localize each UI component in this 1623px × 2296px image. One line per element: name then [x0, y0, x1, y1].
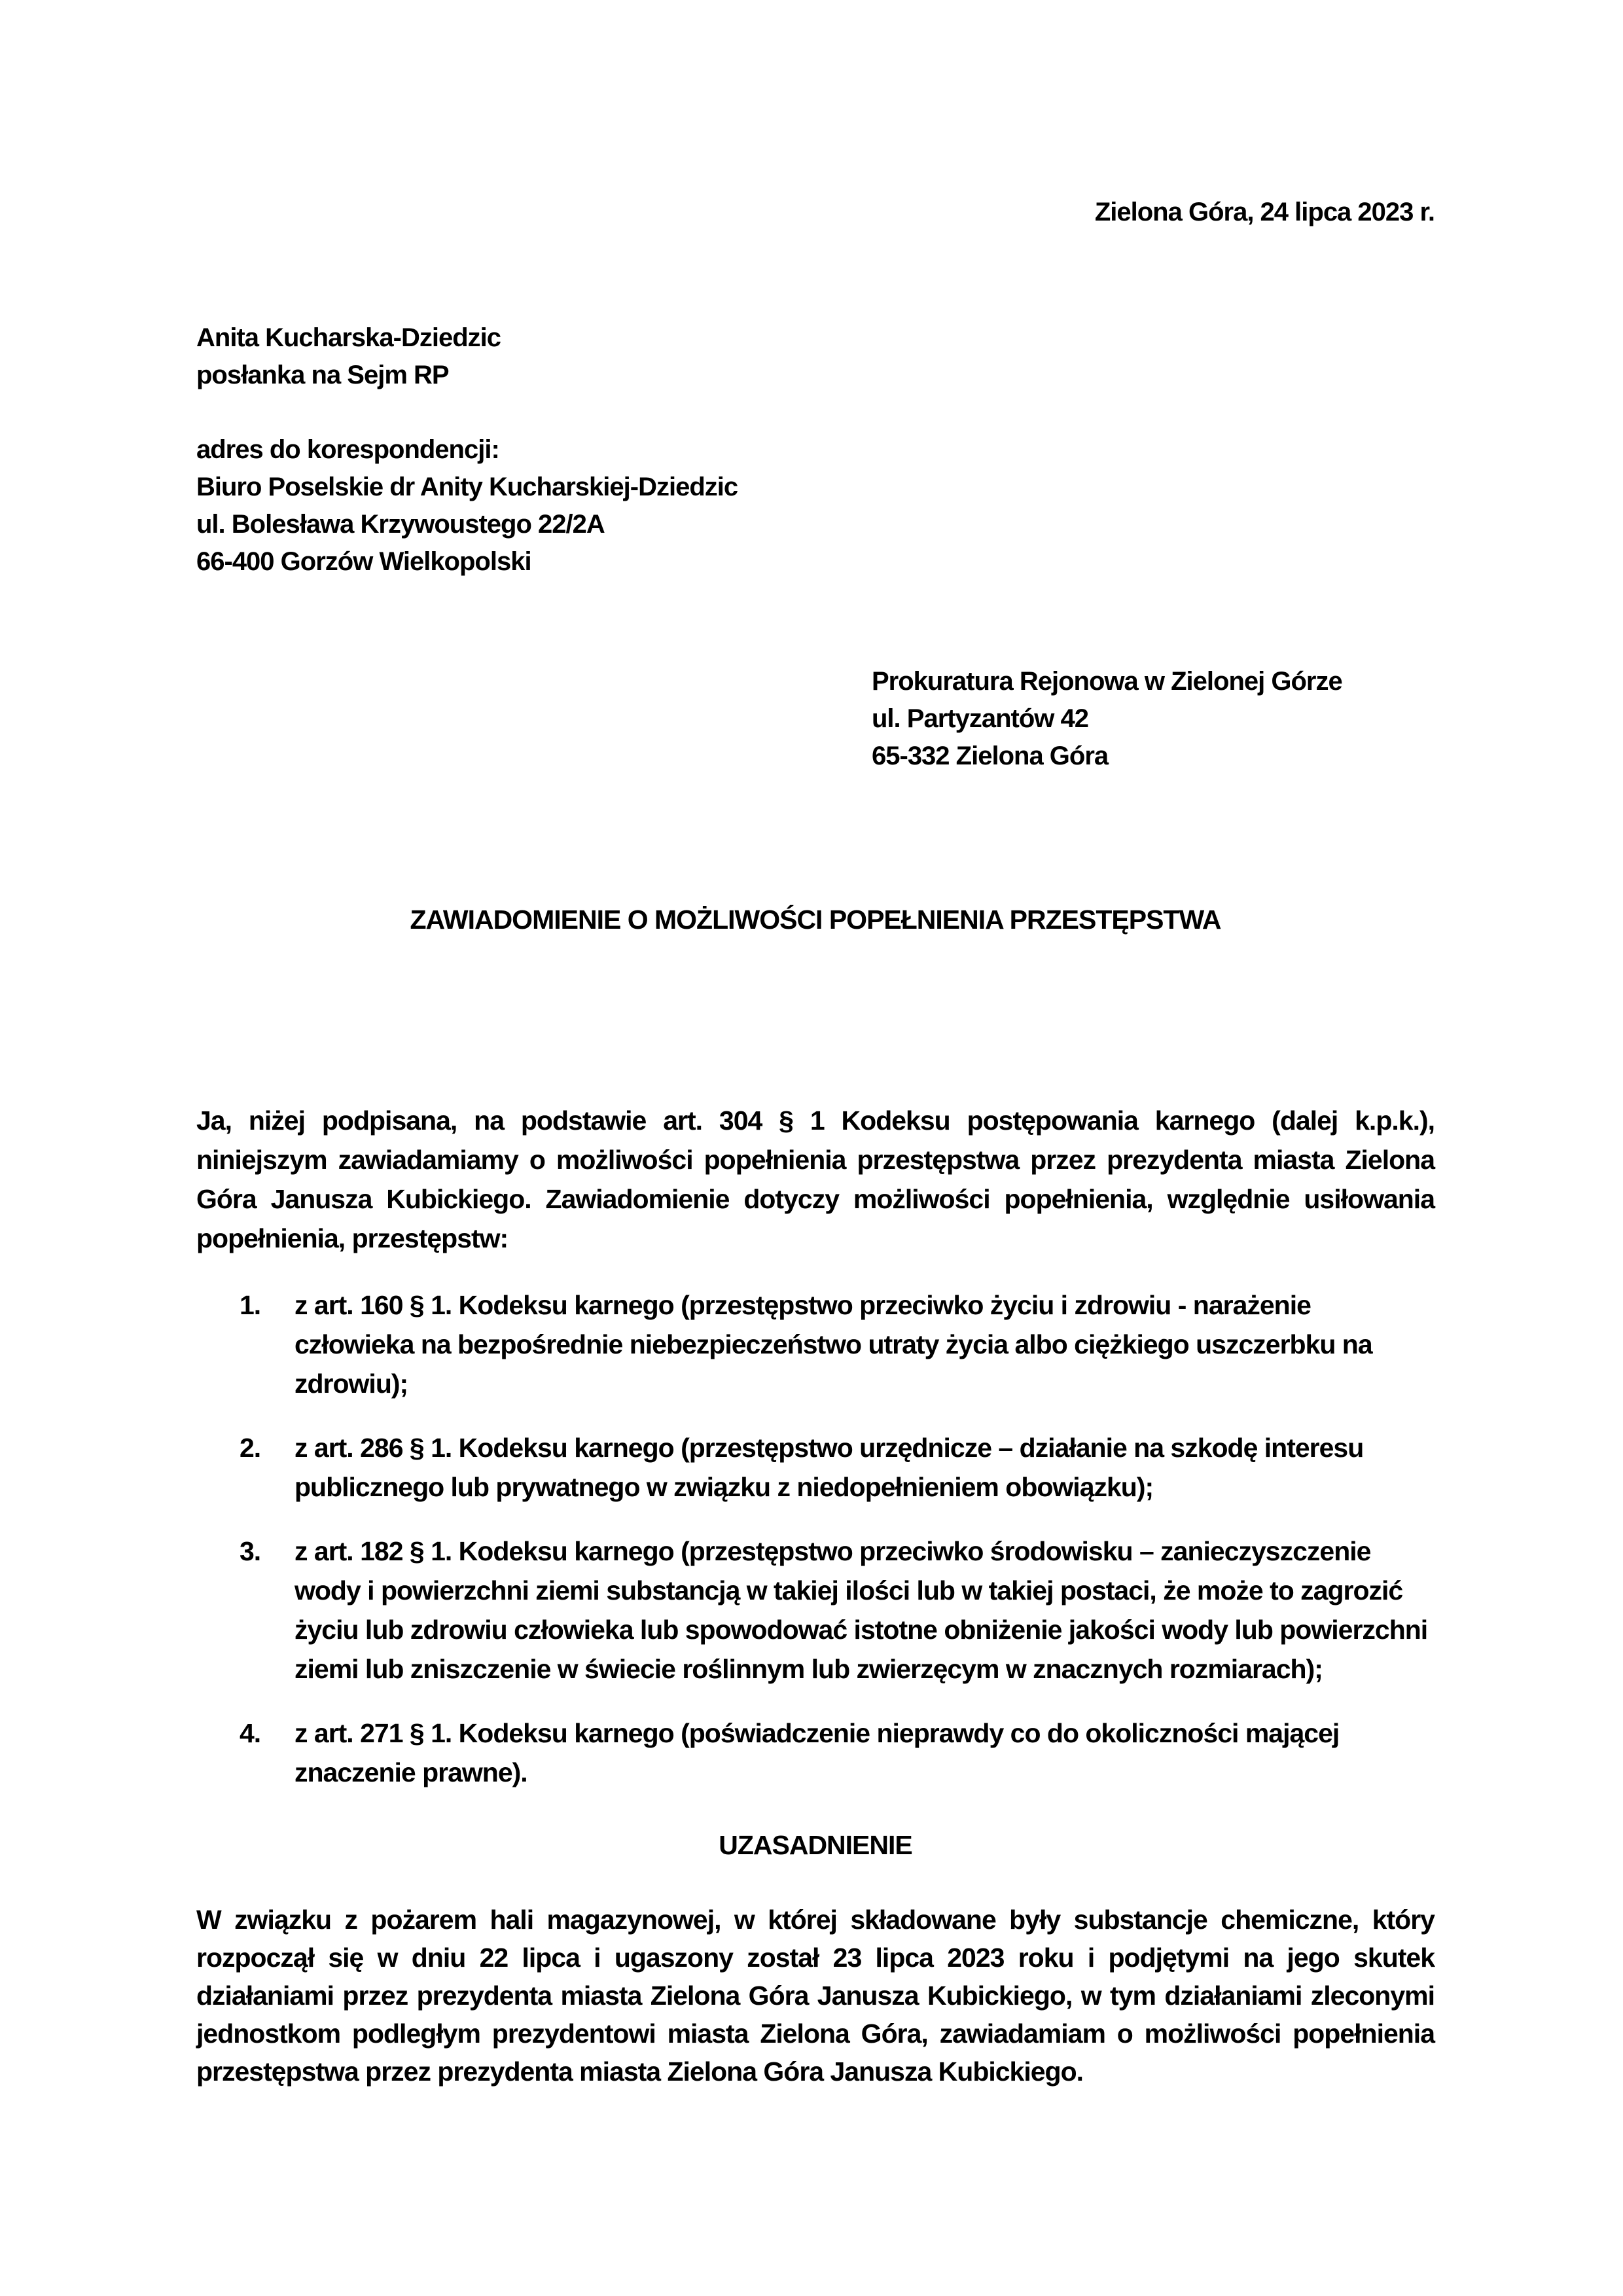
recipient-name: Prokuratura Rejonowa w Zielonej Górze: [872, 667, 1342, 696]
sender-block: [196, 319, 1435, 581]
offense-number: 3.: [240, 1536, 261, 1566]
sender-name: Anita Kucharska-Dziedzic: [196, 323, 501, 352]
offense-list: [196, 1285, 1435, 1792]
offense-item: [196, 1532, 1435, 1689]
offense-item: [196, 1713, 1435, 1792]
intro-paragraph: Ja, niżej podpisana, na podstawie art. 304 § 1 Kodeksu postępowania karnego (dalej k.p.k.), niniejszym zawiadamiamy o możliwości popełnienia przestępstwa przez prezydenta miasta Zielona Góra Janusza Kubickiego. Zawiadomienie dotyczy możliwości popełnienia, względnie usiłowania popełnienia, przestępstw:: [196, 1105, 1435, 1253]
sender-city: 66-400 Gorzów Wielkopolski: [196, 547, 531, 576]
offense-number: 4.: [240, 1718, 261, 1748]
offense-text: z art. 271 § 1. Kodeksu karnego (poświadczenie nieprawdy co do okoliczności mającej znaczenie prawne).: [294, 1718, 1340, 1787]
offense-item: [196, 1428, 1435, 1507]
sender-role: posłanka na Sejm RP: [196, 361, 449, 389]
recipient-block: [872, 663, 1435, 775]
offense-item: [196, 1285, 1435, 1403]
offense-text: z art. 160 § 1. Kodeksu karnego (przestępstwo przeciwko życiu i zdrowiu - narażenie człowieka na bezpośrednie niebezpieczeństwo utraty życia albo ciężkiego uszczerbku na zdrowiu);: [294, 1290, 1372, 1399]
offense-text: z art. 182 § 1. Kodeksu karnego (przestępstwo przeciwko środowisku – zanieczyszczenie wody i powierzchni ziemi substancją w takiej ilości lub w takiej postaci, że może to zagrozić życiu lub zdrowiu człowieka lub spowodować istotne obniżenie jakości wody lub powierzchni ziemi lub zniszczenie w świecie roślinnym lub zwierzęcym w znacznych rozmiarach);: [294, 1536, 1428, 1684]
sender-correspondence-label: adres do korespondencji:: [196, 435, 499, 464]
justification-paragraph: W związku z pożarem hali magazynowej, w której składowane były substancje chemiczne, który rozpoczął się w dniu 22 lipca i ugaszony został 23 lipca 2023 roku i podjętymi na jego skutek działaniami przez prezydenta miasta Zielona Góra Janusza Kubickiego, w tym działaniami zleconymi jednostkom podległym prezydentowi miasta Zielona Góra, zawiadamiam o możliwości popełnienia przestępstwa przez prezydenta miasta Zielona Góra Janusza Kubickiego.: [196, 1905, 1435, 2087]
sender-office: Biuro Poselskie dr Anity Kucharskiej-Dziedzic: [196, 473, 738, 501]
recipient-street: ul. Partyzantów 42: [872, 704, 1088, 733]
offense-text: z art. 286 § 1. Kodeksu karnego (przestępstwo urzędnicze – działanie na szkodę interesu publicznego lub prywatnego w związku z niedopełnieniem obowiązku);: [294, 1433, 1364, 1502]
recipient-city: 65-332 Zielona Góra: [872, 742, 1109, 770]
sender-street: ul. Bolesława Krzywoustego 22/2A: [196, 510, 605, 539]
document-title: ZAWIADOMIENIE O MOŻLIWOŚCI POPEŁNIENIA PRZESTĘPSTWA: [410, 905, 1221, 935]
offense-number: 2.: [240, 1433, 261, 1463]
offense-number: 1.: [240, 1290, 261, 1320]
date-line: Zielona Góra, 24 lipca 2023 r.: [1094, 198, 1435, 226]
justification-heading: UZASADNIENIE: [719, 1830, 912, 1860]
